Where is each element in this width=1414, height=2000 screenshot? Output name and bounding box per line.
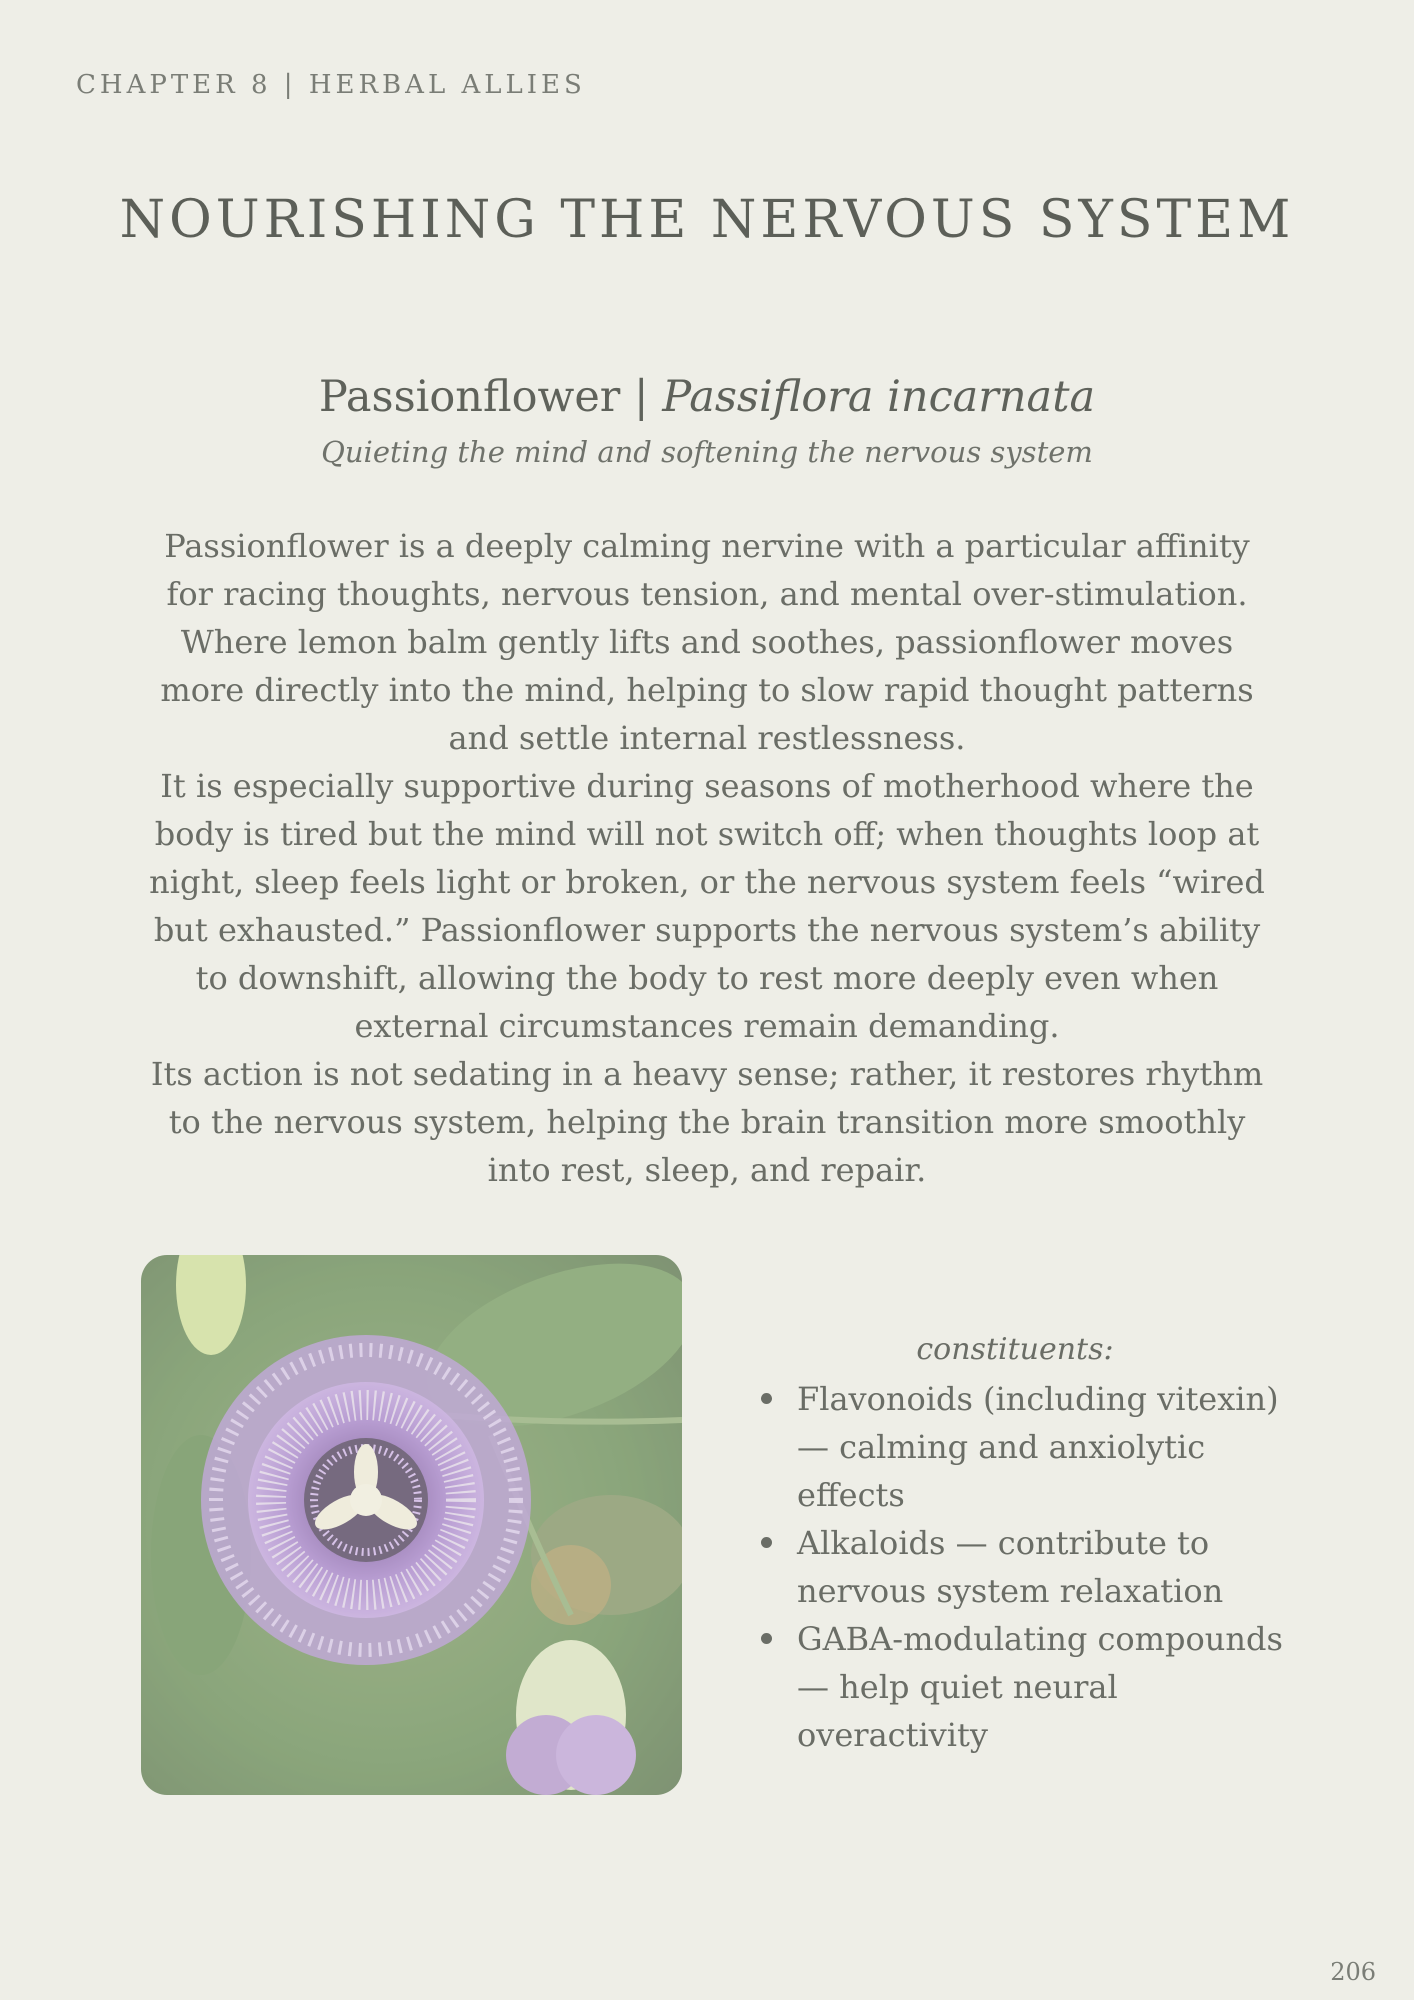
- list-item: [745, 1519, 1305, 1615]
- page-title: NOURISHING THE NERVOUS SYSTEM: [119, 190, 1295, 250]
- herb-subtitle: Quieting the mind and softening the nervous system: [321, 435, 1093, 469]
- bullet-icon: [761, 1633, 772, 1644]
- body-paragraph: It is especially supportive during seasons of motherhood where the body is tired but the mind will not switch off; when thoughts loop at night, sleep feels light or broken, or the nervous system feels “wired but exhausted.” Passionflower supports the nervous system’s ability to downshift, allowing the body to rest more deeply even when external circumstances remain demanding.: [149, 767, 1265, 1045]
- list-item-text: Alkaloids — contribute to nervous system relaxation: [797, 1524, 1224, 1610]
- constituents-label: constituents:: [916, 1332, 1114, 1367]
- constituents-list: [745, 1375, 1305, 1759]
- chapter-label: CHAPTER 8 | HERBAL ALLIES: [76, 70, 586, 100]
- body-text: [140, 522, 1274, 1194]
- list-item: [745, 1375, 1305, 1519]
- constituents-panel: [745, 1332, 1305, 1759]
- bullet-icon: [761, 1537, 772, 1548]
- list-item-text: GABA-modulating compounds — help quiet neural overactivity: [797, 1620, 1283, 1754]
- body-paragraph: Its action is not sedating in a heavy sense; rather, it restores rhythm to the nervous system, helping the brain transition more smoothly into rest, sleep, and repair.: [150, 1055, 1264, 1189]
- herb-latin-name: Passiflora incarnata: [662, 372, 1096, 422]
- herb-common-name: Passionflower: [318, 372, 621, 422]
- herb-heading: [0, 372, 1414, 422]
- passionflower-photo: [141, 1255, 682, 1795]
- list-item-text: Flavonoids (including vitexin) — calming and anxiolytic effects: [797, 1380, 1279, 1514]
- page-number: 206: [1330, 1958, 1376, 1986]
- bullet-icon: [761, 1393, 772, 1404]
- list-item: [745, 1615, 1305, 1759]
- body-paragraph: Passionflower is a deeply calming nervine with a particular affinity for racing thoughts, nervous tension, and mental over-stimulation. Where lemon balm gently lifts and soothes, passionflower moves more directly into the mind, helping to slow rapid thought patterns and settle internal restlessness.: [160, 527, 1254, 757]
- herb-separator: |: [620, 372, 663, 422]
